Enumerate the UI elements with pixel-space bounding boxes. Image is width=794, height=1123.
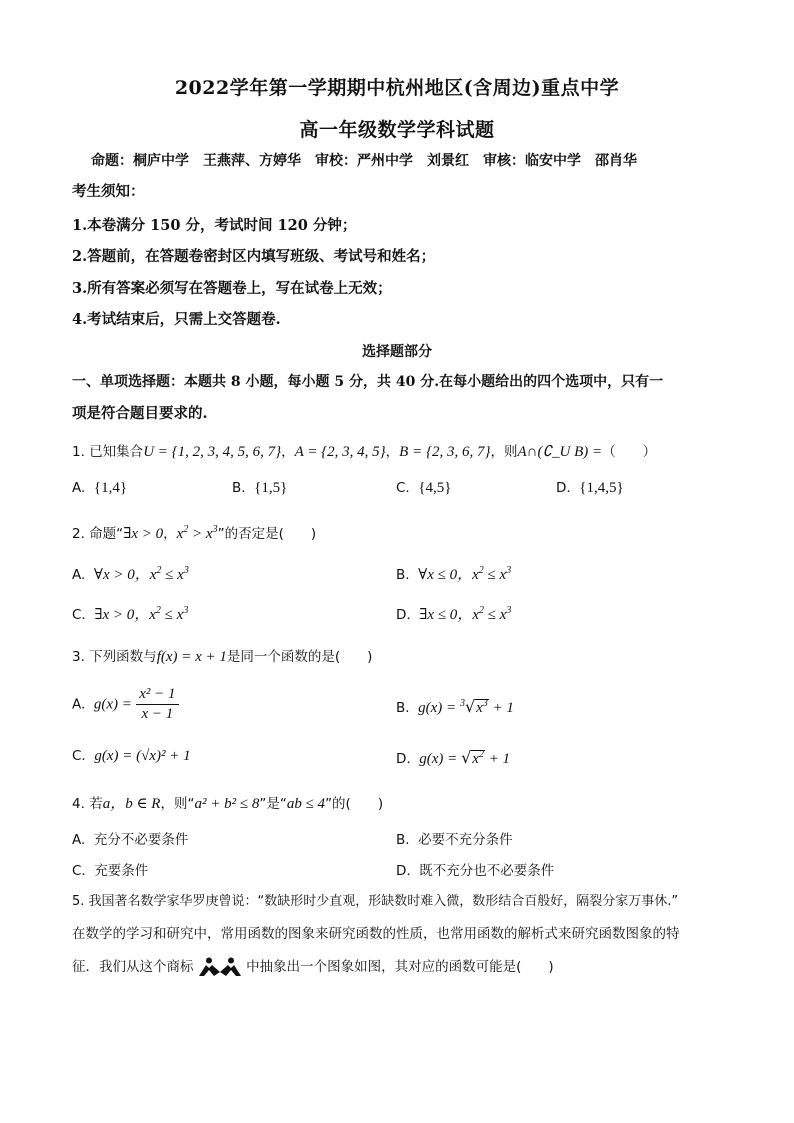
fraction: $\frac{\text{x² − 1}}{x - 1}$	[136, 685, 178, 724]
option-c	[72, 859, 148, 879]
option-label: A.	[72, 480, 86, 496]
question-text: 命题“	[89, 526, 124, 542]
option-text: 充分不必要条件	[93, 832, 189, 848]
option-d	[396, 859, 554, 879]
option-a: A. ∀x > 0，$x^2 \le x^3$	[72, 565, 189, 583]
question-number: 1.	[72, 444, 85, 460]
option-b	[232, 480, 287, 497]
notice-item: 3.所有答案必须写在答题卷上，写在试卷上无效；	[72, 280, 392, 297]
option-c: C. g(x) = (√x)² + 1	[72, 748, 191, 764]
condition-2: ab ≤ 4	[286, 796, 326, 812]
exam-authors: 命题：桐庐中学 王燕萍、方婷华 审校：严州中学 刘景红 审核：临安中学 邵肖华	[91, 153, 637, 169]
question-number: 2.	[72, 526, 85, 542]
set-a: A = {2, 3, 4, 5}	[294, 444, 386, 460]
option-label: A.	[72, 832, 86, 848]
condition-1: a² + b² ≤ 8	[194, 796, 260, 812]
option-d: D. $g(x) = √x^2 + 1$	[396, 748, 511, 767]
set-u: U = {1, 2, 3, 4, 5, 6, 7}	[143, 444, 282, 460]
question-text: 若	[89, 796, 103, 812]
question-text: ”是“	[259, 796, 287, 812]
option-text: 必要不充分条件	[418, 832, 513, 848]
notice-item: 4.考试结束后，只需上交答题卷.	[72, 311, 281, 328]
question-number: 3.	[72, 649, 85, 665]
variables: a，b ∈ R	[102, 796, 161, 812]
option-label: B.	[396, 567, 410, 583]
option-value: {1,4}	[93, 480, 128, 496]
answer-parens: （ ）	[602, 444, 657, 460]
question-3	[72, 645, 372, 666]
option-label: C.	[72, 748, 86, 764]
section-title: 选择题部分	[362, 344, 432, 360]
option-label: D.	[396, 751, 411, 767]
exam-title-line1: 2022学年第一学期期中杭州地区(含周边)重点中学	[174, 77, 620, 99]
option-label: B.	[396, 700, 410, 716]
option-value: {1,5}	[254, 480, 288, 496]
proposition-quantifier: ∃x > 0	[123, 526, 164, 542]
option-text: 充要条件	[94, 863, 149, 879]
option-label: D.	[556, 480, 571, 496]
option-label: A.	[72, 567, 86, 583]
option-b: B. ∀x ≤ 0，$x^2 \le x^3$	[396, 565, 512, 583]
option-c: C. ∃x > 0，$x^2 \le x^3$	[72, 605, 189, 623]
option-c	[396, 480, 451, 497]
notice-item: 1.本卷满分 150 分，考试时间 120 分钟；	[72, 217, 357, 234]
option-b	[396, 828, 513, 848]
question-text: ，则“	[160, 796, 195, 812]
question-5-line2: 在数学的学习和研究中，常用函数的图象来研究函数的性质，也常用函数的解析式来研究函数图象的特	[72, 926, 680, 942]
option-label: B.	[232, 480, 246, 496]
option-value: {1,4,5}	[579, 480, 624, 496]
option-a	[72, 828, 188, 848]
option-label: A.	[72, 696, 86, 713]
question-number: 4.	[72, 796, 85, 812]
question-5-line1: 5. 我国著名数学家华罗庚曾说：“数缺形时少直观，形缺数时难入微，数形结合百般好，隔裂分家万事休.”	[72, 894, 679, 909]
question-text: 已知集合	[89, 444, 144, 460]
option-value: {4,5}	[418, 480, 452, 496]
question-4	[72, 792, 383, 813]
option-label: C.	[72, 607, 86, 623]
proposition-inequality: $x^2 > x^3$	[176, 524, 218, 542]
option-label: B.	[396, 832, 410, 848]
option-a: A. g(x) = $\frac{\text{x² − 1}}{x - 1}$	[72, 685, 179, 724]
option-text: 既不充分也不必要条件	[419, 863, 555, 879]
question-5-line3: 征．我们从这个商标 中抽象出一个图象如图，其对应的函数可能是( )	[72, 959, 554, 975]
option-d: D. ∃x ≤ 0，$x^2 \le x^3$	[396, 605, 512, 623]
option-label: D.	[396, 607, 411, 623]
option-label: C.	[72, 863, 86, 879]
question-2: 2. 命题“∃x > 0，$x^2 > x^3$”的否定是( )	[72, 524, 317, 542]
set-b: B = {2, 3, 6, 7}	[399, 444, 491, 460]
option-label: C.	[396, 480, 410, 496]
part-instructions-line2: 项是符合题目要求的.	[72, 405, 208, 422]
exam-title-line2: 高一年级数学学科试题	[299, 119, 495, 141]
kappa-logo-icon	[198, 957, 242, 977]
question-text: 是同一个函数的是( )	[226, 649, 373, 665]
notice-heading: 考生须知：	[72, 183, 145, 200]
option-label: D.	[396, 863, 411, 879]
question-text: ”的否定是( )	[217, 526, 317, 542]
question-text: ”的( )	[325, 796, 384, 812]
set-expression: A∩(∁_U B) =	[517, 444, 603, 460]
question-text: ，则	[490, 444, 518, 460]
option-a	[72, 480, 127, 497]
option-b: B. $g(x) = ^3√x^3 + 1$	[396, 697, 514, 716]
option-d	[556, 480, 624, 497]
part-instructions-line1: 一、单项选择题：本题共 8 小题，每小题 5 分，共 40 分.在每小题给出的四个选项中，只有一	[72, 374, 664, 390]
notice-item: 2.答题前，在答题卷密封区内填写班级、考试号和姓名；	[72, 248, 436, 265]
function-f: f(x) = x + 1	[156, 649, 227, 665]
question-1: 1. 已知集合U = {1, 2, 3, 4, 5, 6, 7}，A = {2, 3, 4, 5}，B = {2, 3, 6, 7}，则A∩(∁_U B) =（ ）	[72, 444, 657, 460]
question-text: 下列函数与	[89, 649, 157, 665]
